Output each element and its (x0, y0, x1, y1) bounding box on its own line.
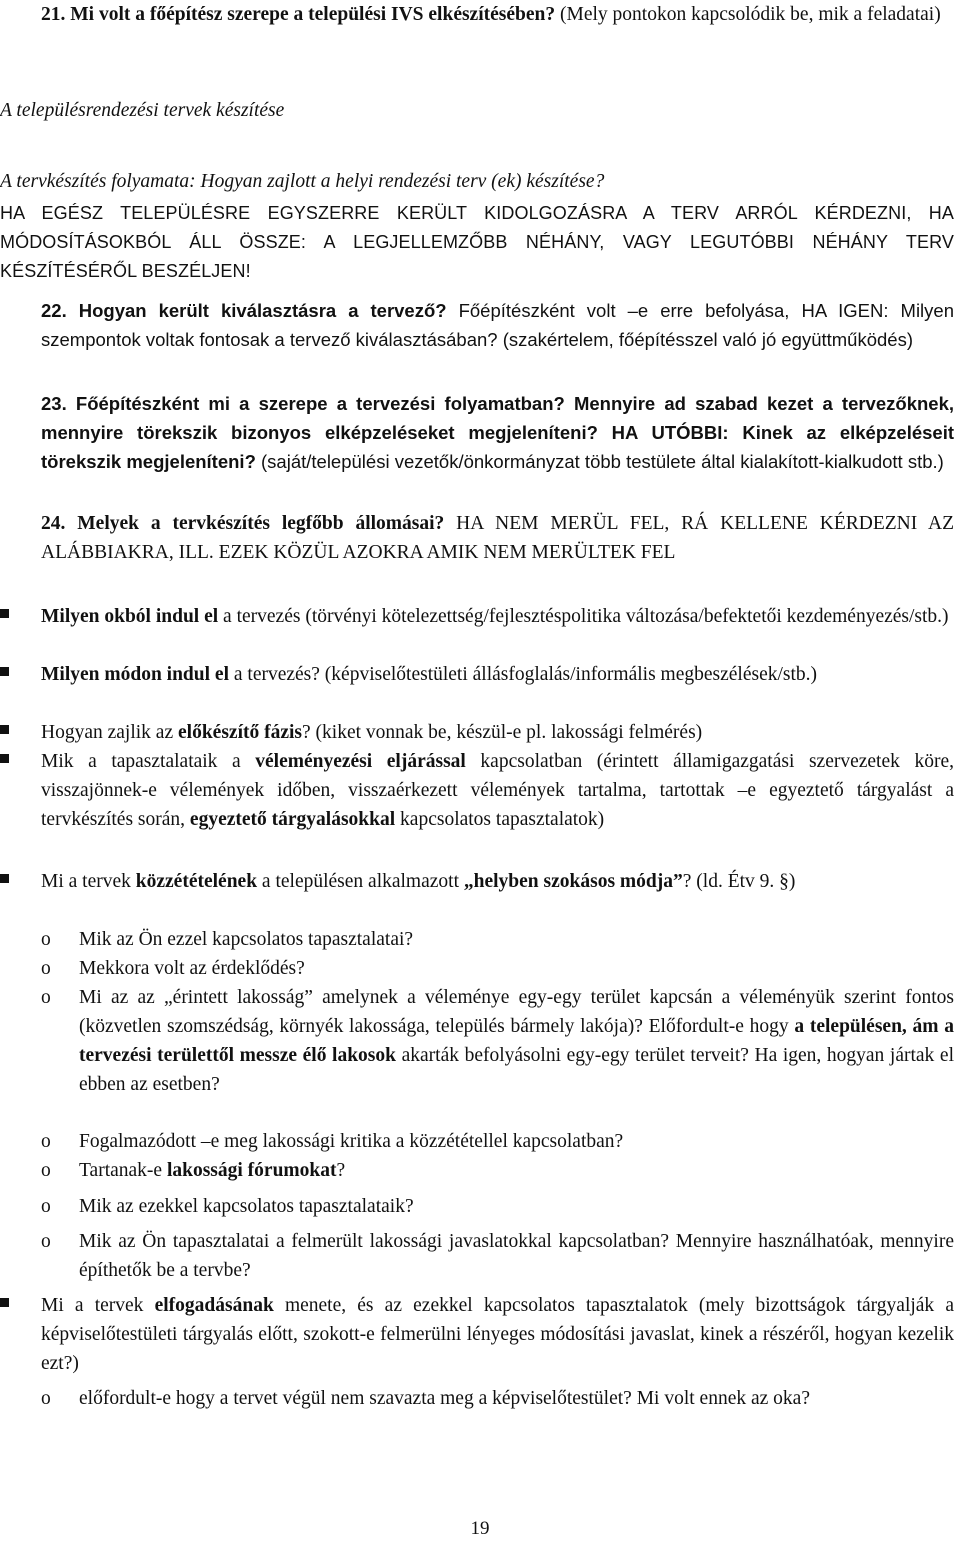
sub-item-forum-experience: Mik az ezekkel kapcsolatos tapasztalataik? (79, 1196, 414, 1217)
question-23-text: (saját/települési vezetők/önkormányzat több testülete által kialakított-kialkudott stb.) (255, 451, 944, 472)
sub-item-forums-text: ? (336, 1160, 346, 1181)
question-21-title: 21. Mi volt a főépítész szerepe a települési IVS elkészítésében? (41, 4, 556, 25)
section-heading-process: A tervkészítés folyamata: Hogyan zajlott a helyi rendezési terv (ek) készítése? (0, 171, 605, 192)
sub-bullet-marker: o (41, 958, 51, 979)
bullet-item-reason-bold: Milyen okból indul el (41, 606, 219, 627)
bullet-item-method-text: a tervezés? (képviselőtestületi állásfoglalás/informális megbeszélések/stb.) (229, 664, 818, 685)
sub-bullet-marker: o (41, 929, 51, 950)
bullet-item-adoption (41, 1291, 954, 1378)
sub-item-interest: Mekkora volt az érdeklődés? (79, 958, 305, 979)
caps-instruction: HA EGÉSZ TELEPÜLÉSRE EGYSZERRE KERÜLT KIDOLGOZÁSRA A TERV ARRÓL KÉRDEZNI, HA MÓDOSÍTÁSOKBÓL ÁLL ÖSSZE: A LEGJELLEMZŐBB NÉHÁNY, VAGY LEGUTÓBBI NÉHÁNY TERV KÉSZÍTÉSÉRŐL BESZÉLJEN! (0, 203, 954, 281)
bullet-item-review-bold2: egyeztető tárgyalásokkal (189, 809, 396, 830)
bullet-item-preparation-text: ? (kiket vonnak be, készül-e pl. lakossági felmérés) (302, 722, 703, 743)
question-21 (41, 0, 954, 29)
sub-item-forums-pre: Tartanak-e (79, 1160, 167, 1181)
bullet-item-publication-mid: a településen alkalmazott (257, 871, 464, 892)
sub-bullet-marker: o (41, 987, 51, 1008)
sub-item-affected-residents-text: akarták befolyásolni egy-egy terület terveit? Ha igen, hogyan jártak el ebben az esetben? (79, 1045, 954, 1095)
bullet-item-review-mid: kapcsolatban (érintett államigazgatási szervezetek köre, visszajönnek-e vélemények időben, visszaérkezett vélemények tartalma, tartottak –e egyeztető tárgyalást a tervkészítés során, (41, 751, 954, 830)
question-23 (41, 389, 954, 476)
question-22-text: Főépítészként volt –e erre befolyása, HA IGEN: Milyen szempontok voltak fontosak a tervező kiválasztásában? (szakértelem, főépítésszel való jó együttműködés) (41, 300, 954, 350)
question-22-title: Hogyan került kiválasztásra a tervező? (78, 300, 447, 321)
question-21-note: (Mely pontokon kapcsolódik be, mik a feladatai) (555, 4, 941, 25)
bullet-item-review (41, 747, 954, 834)
sub-item-rejection: előfordult-e hogy a tervet végül nem szavazta meg a képviselőtestület? Mi volt ennek az oka? (79, 1388, 810, 1409)
bullet-square-icon (0, 609, 9, 618)
bullet-square-icon (0, 667, 9, 676)
bullet-item-publication-bold2: „helyben szokásos módja” (463, 871, 683, 892)
question-23-number: 23. (41, 393, 67, 414)
bullet-item-publication (41, 867, 954, 896)
page-number: 19 (470, 1518, 490, 1539)
bullet-item-adoption-bold: elfogadásának (154, 1295, 274, 1316)
bullet-item-reason-text: a tervezés (törvényi kötelezettség/fejlesztéspolitika változása/befektetői kezdeményezés/stb.) (218, 606, 949, 627)
sub-item-forums (79, 1156, 954, 1185)
sub-bullet-marker: o (41, 1231, 51, 1252)
sub-item-suggestions: Mik az Ön tapasztalatai a felmerült lakossági javaslatokkal kapcsolatban? Mennyire használhatóak, mennyire építhetők be a tervbe? (79, 1231, 954, 1281)
question-23-title: Főépítészként mi a szerepe a tervezési folyamatban? Mennyire ad szabad kezet a tervezőknek, mennyire törekszik bizonyos elképzeléseket megjeleníteni? HA UTÓBBI: Kinek az elképzeléseit törekszik megjeleníteni? (41, 393, 954, 472)
question-24 (41, 509, 954, 567)
bullet-item-publication-text: ? (ld. Étv 9. §) (682, 871, 796, 892)
question-24-text: HA NEM MERÜL FEL, RÁ KELLENE KÉRDEZNI AZ ALÁBBIAKRA, ILL. EZEK KÖZÜL AZOKRA AMIK NEM MERÜLTEK FEL (41, 513, 955, 563)
sub-item-affected-residents (79, 983, 954, 1099)
bullet-item-method (41, 660, 954, 689)
bullet-item-preparation (41, 718, 954, 747)
bullet-item-publication-bold: közzétételének (135, 871, 258, 892)
section-heading-plans: A településrendezési tervek készítése (0, 100, 285, 121)
bullet-item-adoption-text: menete, és az ezekkel kapcsolatos tapasztalatok (mely bizottságok tárgyalják a képviselőtestületi tárgyalás előtt, szokott-e felmerülni lényeges módosítási javaslat, kinek a részéről, hogyan kezelik ezt?) (41, 1295, 954, 1374)
bullet-item-method-bold: Milyen módon indul el (41, 664, 229, 685)
question-22 (41, 296, 954, 354)
bullet-item-preparation-pre: Hogyan zajlik az (41, 722, 178, 743)
sub-bullet-marker: o (41, 1160, 51, 1181)
bullet-square-icon (0, 725, 9, 734)
bullet-item-review-pre: Mik a tapasztalataik a (41, 751, 256, 772)
bullet-item-reason (41, 602, 954, 631)
sub-bullet-marker: o (41, 1131, 51, 1152)
bullet-item-review-bold: véleményezési eljárással (255, 751, 466, 772)
bullet-square-icon (0, 874, 9, 883)
bullet-item-review-text: kapcsolatos tapasztalatok) (395, 809, 605, 830)
question-24-title: Melyek a tervkészítés legfőbb állomásai? (77, 513, 445, 534)
sub-item-forums-bold: lakossági fórumokat (166, 1160, 337, 1181)
sub-bullet-marker: o (41, 1388, 51, 1409)
bullet-item-publication-pre: Mi a tervek (41, 871, 136, 892)
sub-bullet-marker: o (41, 1196, 51, 1217)
sub-item-affected-residents-bold: a településen, ám a tervezési területtől messze élő lakosok (79, 1016, 954, 1066)
question-22-number: 22. (41, 300, 67, 321)
sub-item-criticism: Fogalmazódott –e meg lakossági kritika a közzététellel kapcsolatban? (79, 1131, 624, 1152)
bullet-square-icon (0, 754, 9, 763)
sub-item-affected-residents-pre: Mi az az „érintett lakosság” amelynek a véleménye egy-egy terület kapcsán a véleményük szerint fontos (közvetlen szomszédság, környék lakossága, település bármely lakója)? Előfordult-e hogy (79, 987, 954, 1037)
question-24-number: 24. (41, 513, 66, 534)
bullet-item-preparation-bold: előkészítő fázis (178, 722, 303, 743)
bullet-item-adoption-pre: Mi a tervek (41, 1295, 155, 1316)
bullet-square-icon (0, 1298, 9, 1307)
sub-item-experience: Mik az Ön ezzel kapcsolatos tapasztalatai? (79, 929, 414, 950)
